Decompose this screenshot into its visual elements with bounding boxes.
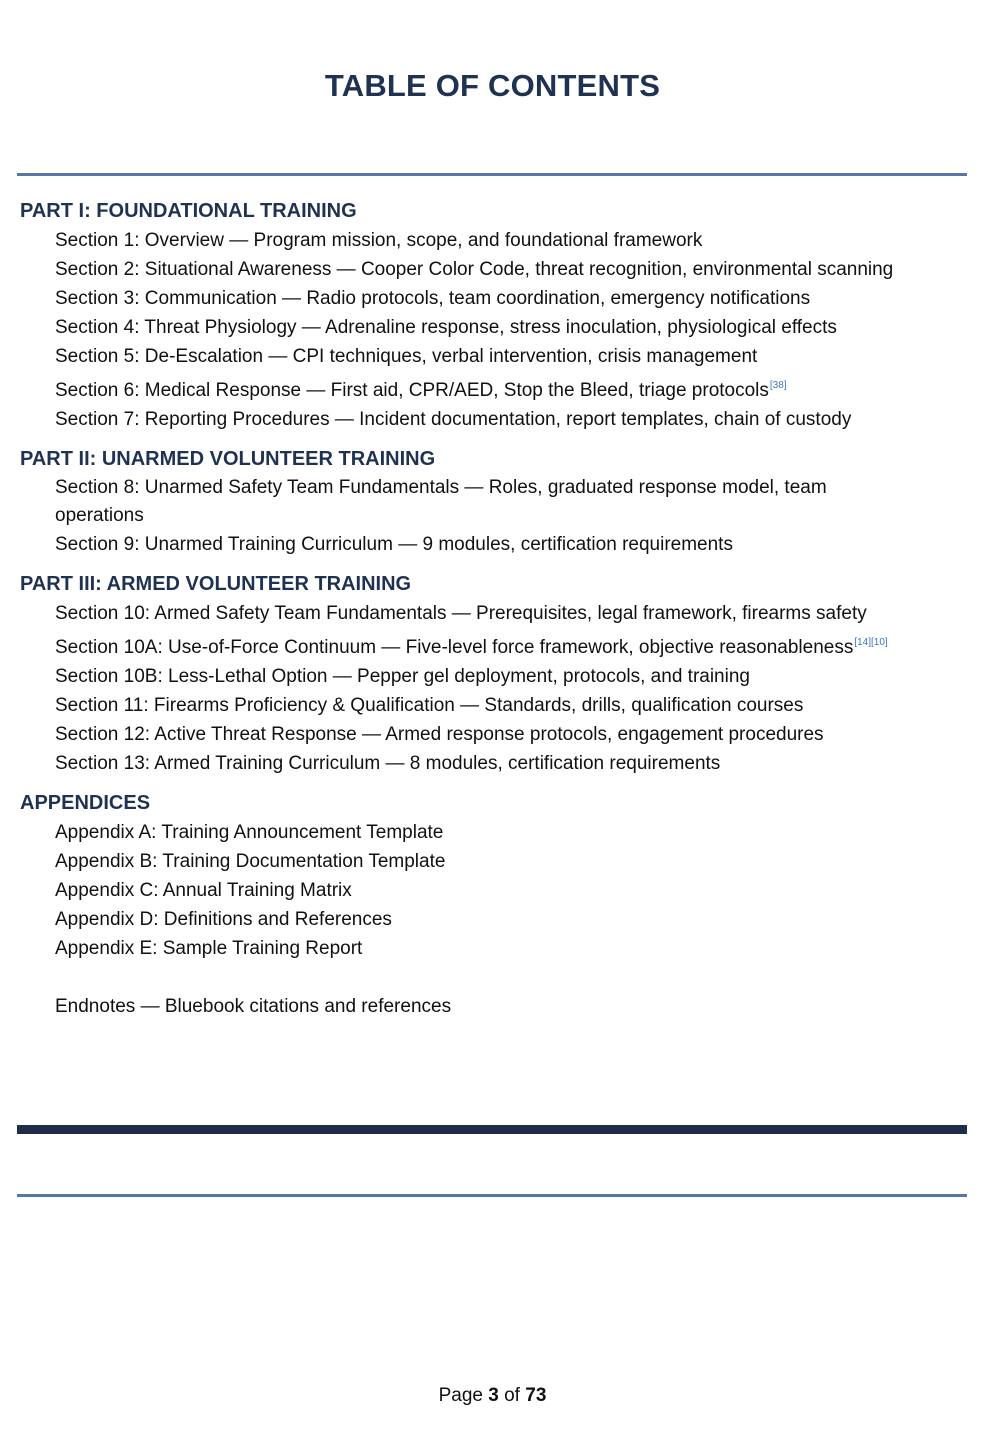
part-heading: PART III: ARMED VOLUNTEER TRAINING xyxy=(20,573,412,595)
toc-entry-appendix-e[interactable]: Appendix E: Sample Training Report xyxy=(55,938,363,959)
toc-entry-section-4[interactable]: Section 4: Threat Physiology — Adrenaline response, stress inoculation, physiological effects xyxy=(55,317,837,338)
page-label: Page xyxy=(438,1385,483,1406)
toc-entry-section-8[interactable]: Section 8: Unarmed Safety Team Fundamentals — Roles, graduated response model, team operations xyxy=(55,477,827,526)
page-title: TABLE OF CONTENTS xyxy=(324,68,661,103)
citation-link[interactable]: [14][10] xyxy=(854,637,888,648)
part-heading: APPENDICES xyxy=(20,792,151,814)
toc-entry-section-10[interactable]: Section 10: Armed Safety Team Fundamentals — Prerequisites, legal framework, firearms safety xyxy=(55,603,867,624)
toc-entry-section-12[interactable]: Section 12: Active Threat Response — Armed response protocols, engagement procedures xyxy=(55,724,824,745)
spacer xyxy=(20,963,960,992)
part-heading: PART II: UNARMED VOLUNTEER TRAINING xyxy=(20,448,436,470)
page-footer xyxy=(0,1385,985,1407)
part-1-group xyxy=(20,197,960,434)
toc-entry-section-13[interactable]: Section 13: Armed Training Curriculum — 8 modules, certification requirements xyxy=(55,753,721,774)
table-of-contents xyxy=(20,197,960,1032)
toc-entry-endnotes[interactable]: Endnotes — Bluebook citations and references xyxy=(55,996,452,1017)
current-page-number: 3 xyxy=(488,1385,499,1406)
toc-entry-section-2[interactable]: Section 2: Situational Awareness — Cooper Color Code, threat recognition, environmental scanning xyxy=(55,259,894,280)
part-2-group xyxy=(20,445,960,559)
toc-entry-text: Section 10A: Use-of-Force Continuum — Five-level force framework, objective reasonableness xyxy=(55,637,854,658)
appendices-group xyxy=(20,789,960,1021)
citation-link[interactable]: [38] xyxy=(769,380,787,391)
bottom-divider xyxy=(17,1194,967,1197)
of-label: of xyxy=(504,1385,520,1406)
toc-entry-appendix-b[interactable]: Appendix B: Training Documentation Template xyxy=(55,851,446,872)
top-divider xyxy=(17,173,967,176)
toc-entry-section-7[interactable]: Section 7: Reporting Procedures — Incident documentation, report templates, chain of custody xyxy=(55,409,852,430)
toc-entry-section-3[interactable]: Section 3: Communication — Radio protocols, team coordination, emergency notifications xyxy=(55,288,811,309)
toc-entry-appendix-c[interactable]: Appendix C: Annual Training Matrix xyxy=(55,880,352,901)
part-heading: PART I: FOUNDATIONAL TRAINING xyxy=(20,200,357,222)
heavy-divider xyxy=(17,1125,967,1134)
toc-entry-section-10b[interactable]: Section 10B: Less-Lethal Option — Pepper gel deployment, protocols, and training xyxy=(55,666,750,687)
toc-entry-section-10a[interactable] xyxy=(20,628,960,662)
toc-entry-section-6[interactable] xyxy=(20,371,960,405)
total-pages-number: 73 xyxy=(525,1385,547,1406)
toc-entry-appendix-a[interactable]: Appendix A: Training Announcement Template xyxy=(55,822,444,843)
part-3-group xyxy=(20,570,960,778)
toc-entry-text: Section 6: Medical Response — First aid, CPR/AED, Stop the Bleed, triage protocols xyxy=(55,380,769,401)
toc-entry-section-11[interactable]: Section 11: Firearms Proficiency & Qualification — Standards, drills, qualification courses xyxy=(55,695,804,716)
toc-entry-section-9[interactable]: Section 9: Unarmed Training Curriculum — 9 modules, certification requirements xyxy=(55,534,733,555)
toc-entry-section-5[interactable]: Section 5: De-Escalation — CPI techniques, verbal intervention, crisis management xyxy=(55,346,758,367)
toc-entry-section-1[interactable]: Section 1: Overview — Program mission, scope, and foundational framework xyxy=(55,230,703,251)
toc-entry-appendix-d[interactable]: Appendix D: Definitions and References xyxy=(55,909,392,930)
